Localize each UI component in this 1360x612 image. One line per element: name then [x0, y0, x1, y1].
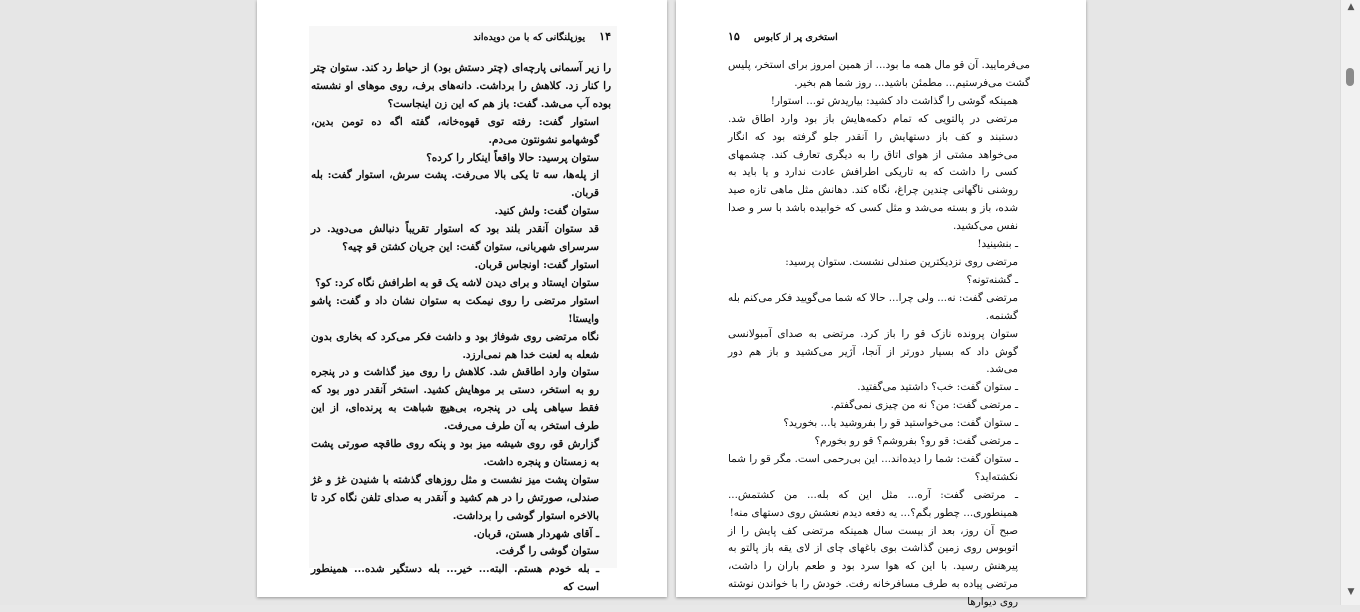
paragraph: ستوان پشت میز نشست و مثل روزهای گذشته با شنیدن غژ و غژ صندلی، صورتش را در هم کشید و آنقدر به صدای تلفن نگاه کرد تا بالاخره استوار گوشی را برداشت. — [311, 473, 599, 522]
paragraph: گزارش قو، روی شیشه میز بود و پنکه روی طاقچه صورتی پشت به زمستان و پنجره داشت. — [311, 438, 599, 468]
scroll-up-arrow-icon[interactable]: ▲ — [1347, 2, 1355, 12]
running-title: یوزپلنگانی که با من دویده‌اند — [473, 32, 586, 43]
paragraph: ـ گشنه‌تونه؟ — [966, 273, 1018, 286]
page-number: ۱۵ — [728, 30, 740, 43]
paragraph: ستوان ایستاد و برای دیدن لاشه یک قو به اطرافش نگاه کرد: کو؟ — [315, 276, 599, 289]
paragraph: ـ ستوان گفت: شما را دیده‌اند... این بی‌رحمی است. مگر قو را شما نکشته‌اید؟ — [728, 452, 1018, 483]
paragraph: ـ مرتضی گفت: من؟ نه من چیزی نمی‌گفتم. — [830, 399, 1018, 412]
paragraph: ستوان پرسید: حالا واقعاً اینکار را کرده؟ — [426, 151, 599, 164]
paragraph: همینکه گوشی را گذاشت داد کشید: بیاریدش تو... استوار! — [770, 94, 1018, 107]
paragraph: می‌فرمایید. آن قو مال همه ما بود... از همین امروز برای استخر، پلیس گشت می‌فرستیم... مطمئن باشید... روز شما هم بخیر. — [728, 59, 1030, 89]
paragraph: نگاه مرتضی روی شوفاژ بود و داشت فکر می‌کرد که بخاری بدون شعله به لعنت خدا هم نمی‌ارزد. — [311, 330, 599, 361]
paragraph: ستوان گفت: ولش کنید. — [494, 205, 599, 218]
paragraph: استوار گفت: اونجاس قربان. — [474, 258, 599, 271]
running-head — [728, 30, 838, 43]
vertical-scrollbar[interactable] — [1340, 0, 1360, 605]
paragraph: ستوان وارد اطاقش شد. کلاهش را روی میز گذاشت و در پنجره رو به استخر، دستی بر موهایش کشید. استخر آنقدر دور بود که فقط سیاهی پلی در پنجره، بی‌هیچ شباهت به پرنده‌ای، از این طرف استخر، به آن طرف می‌رفت. — [311, 366, 599, 433]
paragraph: از پله‌ها، سه تا یکی بالا می‌رفت. پشت سرش، استوار گفت: بله قربان. — [311, 169, 599, 200]
paragraph: ـ آقای شهردار هستن، قربان. — [473, 527, 599, 540]
page-14 — [257, 0, 667, 597]
paragraph: مرتضی گفت: نه... ولی چرا... حالا که شما می‌گویید فکر می‌کنم بله گشنمه. — [728, 291, 1018, 322]
paragraph: استوار مرتضی را روی نیمکت به ستوان نشان داد و گفت: پاشو وایستا! — [311, 294, 599, 325]
paragraph: مرتضی در پالتویی که تمام دکمه‌هایش باز بود وارد اطاق شد. دستبند و کف باز دستهایش را آنقدر جلو گرفته بود که انگار می‌خواهد مشتی از هوای اتاق را به دیگری تعارف کند. چشمهای کسی را داشت که به تاریکی اطرافش عادت ندارد و یا باید به روشنی ناگهانی چندین چراغ، نگاه کند. دهانش مثل ماهی تازه صید شده، باز و بسته می‌شد و مثل کسی که خوابیده باشد با سر و صدا نفس می‌کشید. — [728, 112, 1018, 233]
page-number: ۱۴ — [599, 30, 611, 43]
paragraph: ـ مرتضی گفت: آره... مثل این که بله... من کشتمش... همینطوری... چطور بگم؟... یه دفعه دیدم نعشش روی دستهای منه! — [728, 488, 1018, 519]
paragraph: ـ بله خودم هستم. البته... خیر... بله دستگیر شده... همینطور است که — [311, 563, 599, 594]
paragraph: صبح آن روز، بعد از بیست سال همینکه مرتضی کف پایش را از اتوبوس روی زمین گذاشت بوی باغهای چای از لای یقه باز پالتو به پیرهنش رسید. با این که هوا سرد بود و طعم باران را داشت، مرتضی پیاده به طرف مسافرخانه رفت. خودش را با خواندن نوشته روی دیوارها — [728, 524, 1018, 609]
paragraph: ستوان پرونده نازک قو را باز کرد. مرتضی به صدای آمبولانسی گوش داد که بسیار دورتر از آنجا، آژیر می‌کشید و باز هم دور می‌شد. — [728, 327, 1018, 376]
paragraph: قد ستوان آنقدر بلند بود که استوار تقریباً دنبالش می‌دوید. در سرسرای شهربانی، ستوان گفت: این جریان کشتن قو چیه؟ — [311, 223, 599, 254]
scroll-thumb[interactable] — [1346, 68, 1354, 86]
paragraph: مرتضی روی نزدیکترین صندلی نشست. ستوان پرسید: — [785, 255, 1018, 268]
page-body — [311, 60, 611, 597]
paragraph: ـ ستوان گفت: می‌خواستید قو را بفروشید یا... بخورید؟ — [783, 417, 1018, 430]
paragraph: ستوان گوشی را گرفت. — [495, 545, 599, 558]
running-title: استخری پر از کابوس — [753, 32, 838, 43]
running-head — [473, 30, 611, 43]
paragraph: ـ مرتضی گفت: قو رو؟ بفروشم؟ قو رو بخورم؟ — [814, 435, 1018, 448]
page-15 — [676, 0, 1086, 609]
paragraph: ـ ستوان گفت: خب؟ داشتید می‌گفتید. — [857, 381, 1018, 394]
paragraph: استوار گفت: رفته توی قهوه‌خانه، گفته اگه ده تومن بدین، گوشهامو نشونتون می‌دم. — [311, 115, 599, 146]
scroll-down-arrow-icon[interactable]: ▼ — [1347, 587, 1355, 597]
paragraph: را زیر آسمانی پارچه‌ای (چتر دستش بود) از حیاط رد کند. ستوان چتر را کنار زد. کلاهش را برداشت. دانه‌های برف، روی موهای او نشسته بوده آب می‌شد. گفت: باز هم که این زن اینجاست؟ — [311, 62, 611, 110]
paragraph: ـ بنشینید! — [977, 238, 1018, 251]
page-body — [728, 57, 1030, 612]
